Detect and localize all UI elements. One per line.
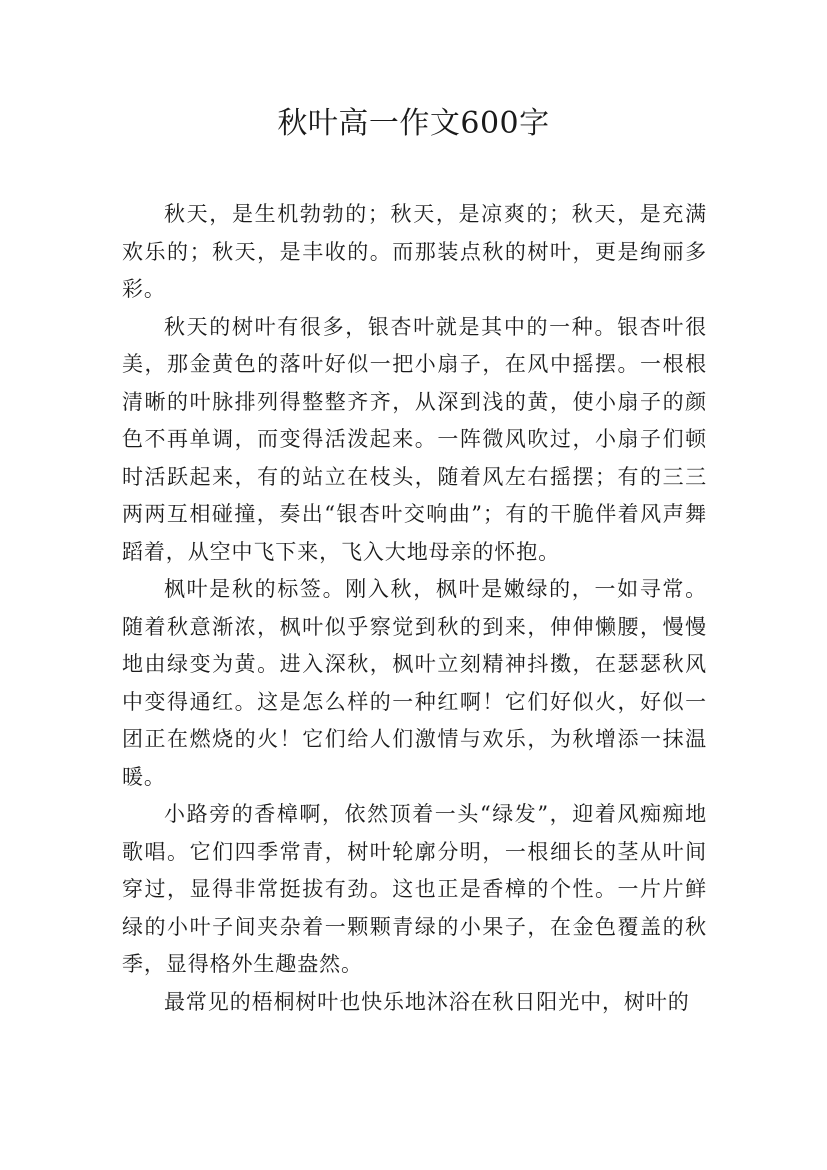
document-title: 秋叶高一作文600字	[277, 106, 550, 141]
paragraph-2: 秋天的树叶有很多，银杏叶就是其中的一种。银杏叶很美，那金黄色的落叶好似一把小扇子，在风中摇摆。一根根清晰的叶脉排列得整整齐齐，从深到浅的黄，使小扇子的颜色不再单调，而变得活泼起来。一阵微风吹过，小扇子们顿时活跃起来，有的站立在枝头，随着风左右摇摆；有的三三两两互相碰撞，奏出“银杏叶交响曲”；有的干脆伴着风声舞蹈着，从空中飞下来，飞入大地母亲的怀抱。	[122, 314, 707, 564]
paragraph-3: 枫叶是秋的标签。刚入秋，枫叶是嫩绿的，一如寻常。随着秋意渐浓，枫叶似乎察觉到秋的到来，伸伸懒腰，慢慢地由绿变为黄。进入深秋，枫叶立刻精神抖擞，在瑟瑟秋风中变得通红。这是怎么样的一种红啊！它们好似火，好似一团正在燃烧的火！它们给人们激情与欢乐，为秋增添一抹温暖。	[122, 577, 707, 789]
paragraph-4: 小路旁的香樟啊，依然顶着一头“绿发”，迎着风痴痴地歌唱。它们四季常青，树叶轮廓分明，一根细长的茎从叶间穿过，显得非常挺拔有劲。这也正是香樟的个性。一片片鲜绿的小叶子间夹杂着一颗颗青绿的小果子，在金色覆盖的秋季，显得格外生趣盎然。	[122, 802, 707, 976]
document-body	[122, 196, 707, 1021]
paragraph-1: 秋天，是生机勃勃的；秋天，是凉爽的；秋天，是充满欢乐的；秋天，是丰收的。而那装点秋的树叶，更是绚丽多彩。	[122, 202, 707, 301]
paragraph-5: 最常见的梧桐树叶也快乐地沐浴在秋日阳光中，树叶的	[164, 989, 690, 1014]
